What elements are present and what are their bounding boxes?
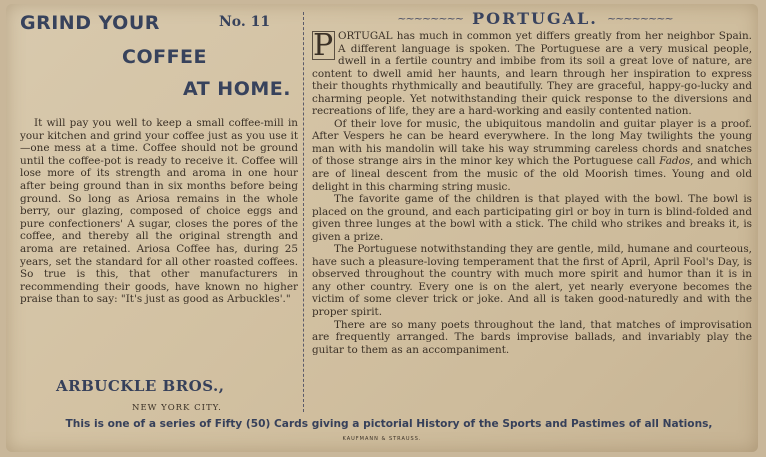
- column-divider: [303, 12, 304, 412]
- ornament-left: ~~~~~~~~: [397, 12, 464, 25]
- paragraph-4: The Portuguese notwithstanding they are gentle, mild, humane and courteous, have such a pleasure-loving temperament that the first of April, April Fool's Day, is observed throughout the country with much more spirit and humor than it is in any other country. Every one is on the alert, yet nearly everyone becomes the victim of some clever trick or joke. And all is taken good-naturedly and with the proper spirit.: [312, 243, 752, 319]
- printer-credit: KAUFMANN & STRAUSS.: [342, 436, 422, 442]
- ornament-right: ~~~~~~~~: [606, 12, 673, 25]
- paragraph-3: The favorite game of the children is that played with the bowl. The bowl is placed on the ground, and each participating girl or boy in turn is blind-folded and given three lunges at the bowl with a stick. The child who strikes and breaks it, is given a prize.: [312, 193, 752, 243]
- drop-cap: P: [313, 28, 334, 63]
- paragraph-2-text-b: , and which are of lineal descent from the music of the old Moorish times. Young and old delight in this charming string music.: [312, 155, 752, 193]
- series-footer: This is one of a series of Fifty (50) Cards giving a pictorial History of the Sports and Pastimes of all Nations,: [65, 418, 713, 430]
- card-number: No. 11: [219, 14, 271, 30]
- paragraph-2: [312, 118, 752, 193]
- paragraph-2-text-a: Of their love for music, the ubiquitous mandolin and guitar player is a proof. After Vespers he can be heard everywhere. In the long May twilights the young man with his mandolin will take his way strumming careless chords and snatches of those strange airs in the minor key which the Portuguese call: [312, 117, 752, 168]
- portugal-text: [312, 30, 752, 356]
- company-city: NEW YORK CITY.: [132, 403, 222, 413]
- heading-grind-your: GRIND YOUR: [20, 12, 160, 34]
- portugal-heading: [320, 8, 750, 28]
- heading-coffee: COFFEE: [122, 46, 208, 68]
- coffee-advice-text: It will pay you well to keep a small coffee-mill in your kitchen and grind your coffee just as you use it—one mess at a time. Coffee should not be ground until the coffee-pot is ready to receive it. Coffee will lose more of its strength and aroma in one hour after being ground than in six months before being ground. So long as Ariosa remains in the whole berry, our glazing, composed of choice eggs and pure confectioners' A sugar, closes the pores of the coffee, and thereby all the original strength and aroma are retained. Ariosa Coffee has, during 25 years, set the standard for all other roasted coffees. So true is this, that other manufacturers in recommending their goods, have known no higher praise than to say: "It's just as good as Arbuckles'.": [20, 117, 298, 306]
- fados-word: Fados: [659, 155, 691, 168]
- paragraph-1: [312, 30, 752, 118]
- paragraph-1-text: ORTUGAL has much in common yet differs greatly from her neighbor Spain. A different language is spoken. The Portuguese are a very musical people, dwell in a fertile country and imbibe from its soil a great love of nature, are content to dwell amid her haunts, and learn through her inspiration to express their thoughts rhythmically and beautifully. They are graceful, happy-go-lucky and charming people. Yet notwithstanding their quick response to the diversions and recreations of life, they are a hard-working and easily contented nation.: [312, 30, 752, 118]
- heading-at-home: AT HOME.: [183, 78, 291, 100]
- paragraph-5: There are so many poets throughout the land, that matches of improvisation are frequently arranged. The bards improvise ballads, and invariably play the guitar to them as an accompaniment.: [312, 318, 752, 356]
- portugal-title: PORTUGAL.: [472, 9, 598, 28]
- company-name: ARBUCKLE BROS.,: [56, 377, 225, 395]
- trade-card: [6, 4, 758, 452]
